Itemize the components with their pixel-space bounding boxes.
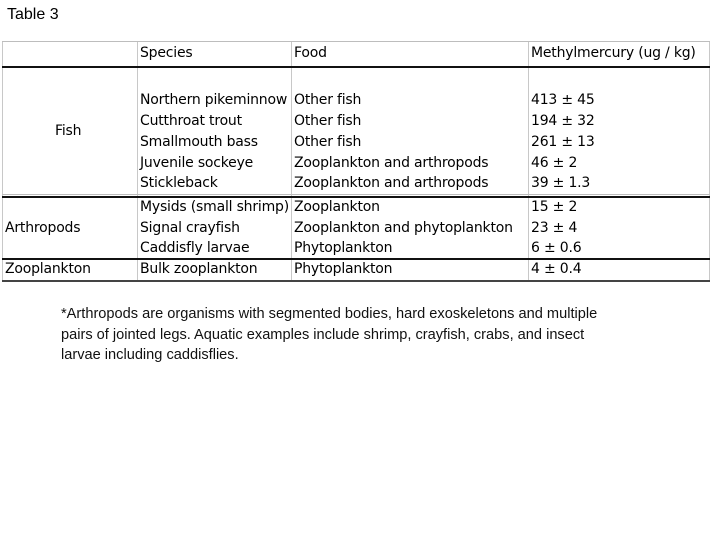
cell-species: Caddisfly larvae [140, 240, 250, 256]
cell-methylmercury: 39 ± 1.3 [531, 175, 591, 191]
group-label-zooplankton: Zooplankton [5, 261, 91, 277]
cell-species: Smallmouth bass [140, 134, 258, 150]
header-species: Species [140, 45, 193, 61]
group-divider [2, 196, 710, 198]
cell-food: Zooplankton [294, 199, 380, 215]
footnote-line: *Arthropods are organisms with segmented bodies, hard exoskeletons and multiple [61, 306, 598, 322]
group-divider [2, 258, 710, 260]
table-border-right [709, 41, 710, 282]
table-title: Table 3 [7, 6, 59, 23]
cell-species: Signal crayfish [140, 220, 240, 236]
cell-methylmercury: 261 ± 13 [531, 134, 595, 150]
cell-methylmercury: 15 ± 2 [531, 199, 578, 215]
cell-methylmercury: 23 ± 4 [531, 220, 578, 236]
header-food: Food [294, 45, 327, 61]
cell-food: Zooplankton and phytoplankton [294, 220, 513, 236]
table-border-left [2, 41, 3, 282]
footnote [61, 304, 681, 366]
header-rule [2, 66, 710, 68]
footnote-line: pairs of jointed legs. Aquatic examples include shrimp, crayfish, crabs, and insect [61, 326, 585, 343]
cell-methylmercury: 6 ± 0.6 [531, 240, 582, 256]
cell-food: Other fish [294, 113, 362, 129]
cell-species: Mysids (small shrimp) [140, 199, 289, 215]
cell-methylmercury: 413 ± 45 [531, 92, 595, 108]
row-divider [2, 194, 710, 195]
cell-methylmercury: 46 ± 2 [531, 155, 578, 171]
column-divider [528, 41, 529, 282]
cell-food: Phytoplankton [294, 261, 393, 277]
header-methylmercury: Methylmercury (ug / kg) [531, 45, 696, 61]
footnote-line: larvae including caddisflies. [61, 347, 239, 363]
column-divider [137, 41, 138, 282]
cell-species: Cutthroat trout [140, 113, 242, 129]
table-top-border [2, 41, 710, 42]
table-bottom-border [2, 280, 710, 282]
cell-species: Northern pikeminnow [140, 92, 288, 108]
cell-species: Juvenile sockeye [140, 155, 254, 171]
cell-food: Zooplankton and arthropods [294, 155, 489, 171]
cell-species: Bulk zooplankton [140, 261, 258, 277]
cell-food: Other fish [294, 134, 362, 150]
cell-methylmercury: 194 ± 32 [531, 113, 595, 129]
cell-species: Stickleback [140, 175, 218, 191]
cell-methylmercury: 4 ± 0.4 [531, 261, 582, 277]
cell-food: Zooplankton and arthropods [294, 175, 489, 191]
column-divider [291, 41, 292, 282]
cell-food: Phytoplankton [294, 240, 393, 256]
group-label-fish: Fish [55, 123, 82, 139]
group-label-arthropods: Arthropods [5, 220, 81, 236]
cell-food: Other fish [294, 92, 362, 108]
data-table [2, 41, 710, 282]
